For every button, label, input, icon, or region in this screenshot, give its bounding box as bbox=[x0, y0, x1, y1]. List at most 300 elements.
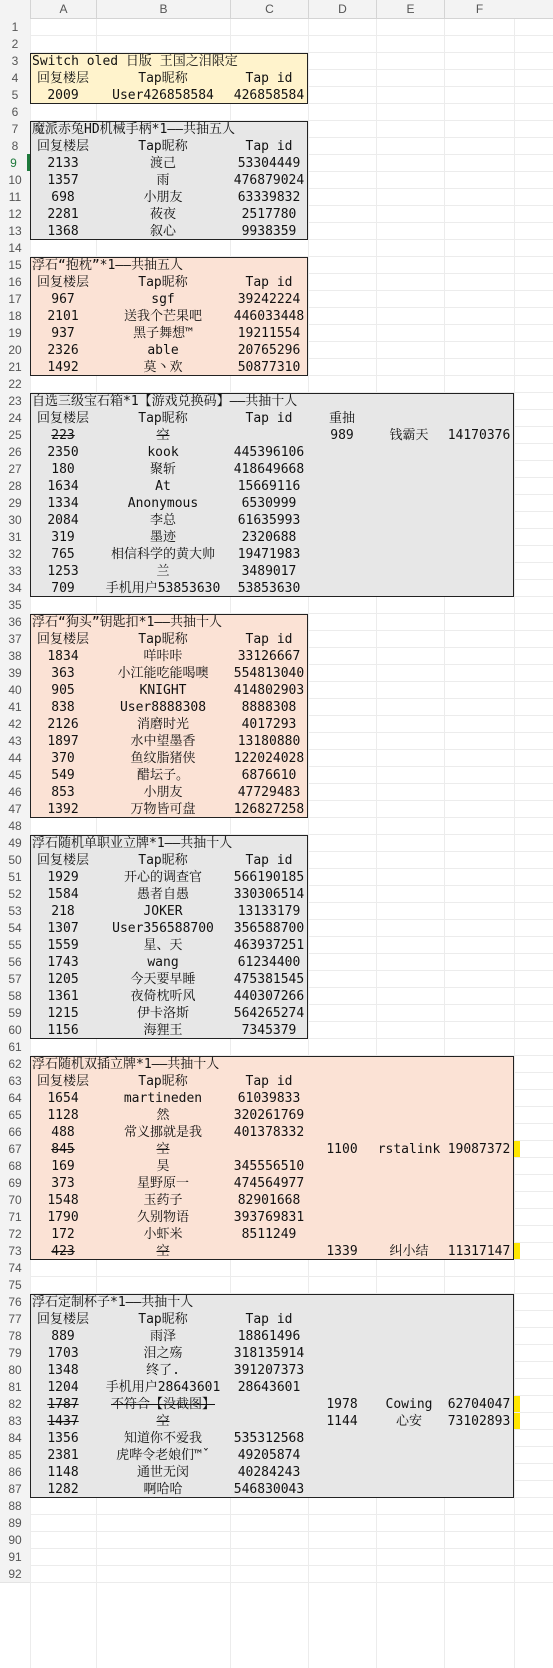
row-header[interactable]: 4 bbox=[0, 69, 30, 87]
row-header[interactable]: 78 bbox=[0, 1327, 30, 1345]
cell-tap-id[interactable] bbox=[228, 1243, 310, 1261]
header-tap-id[interactable]: Tap id bbox=[245, 411, 293, 426]
row-header[interactable]: 84 bbox=[0, 1429, 30, 1447]
header-tap-nickname[interactable]: Tap昵称 bbox=[138, 1312, 188, 1327]
cell-reply-floor[interactable]: 1584 bbox=[47, 887, 79, 902]
cell-reply-floor[interactable]: 1156 bbox=[47, 1023, 79, 1038]
cell-tap-id[interactable]: 33126667 bbox=[237, 649, 301, 664]
row-header[interactable]: 86 bbox=[0, 1463, 30, 1481]
cell-redraw-floor[interactable]: 1339 bbox=[326, 1244, 358, 1259]
row-header[interactable]: 68 bbox=[0, 1157, 30, 1175]
cell-tap-nickname[interactable]: Anonymous bbox=[127, 496, 199, 511]
column-header[interactable]: F bbox=[444, 0, 514, 18]
cell-tap-id[interactable]: 345556510 bbox=[233, 1159, 305, 1174]
row-header[interactable]: 34 bbox=[0, 579, 30, 597]
row-header[interactable]: 17 bbox=[0, 290, 30, 308]
cell-reply-floor[interactable]: 488 bbox=[51, 1125, 75, 1140]
header-reply-floor[interactable]: 回复楼层 bbox=[36, 139, 89, 154]
row-header[interactable]: 27 bbox=[0, 460, 30, 478]
row-header[interactable]: 28 bbox=[0, 477, 30, 495]
cell-reply-floor[interactable]: 549 bbox=[51, 768, 75, 783]
cell-reply-floor[interactable]: 1282 bbox=[47, 1482, 79, 1497]
cell-reply-floor[interactable]: 2281 bbox=[47, 207, 79, 222]
cell-redraw-nickname[interactable]: 心安 bbox=[395, 1414, 422, 1429]
cell-tap-id[interactable]: 546830043 bbox=[233, 1482, 305, 1497]
row-header[interactable]: 3 bbox=[0, 52, 30, 70]
row-header[interactable]: 85 bbox=[0, 1446, 30, 1464]
cell-reply-floor[interactable]: 838 bbox=[51, 700, 75, 715]
cell-tap-id[interactable]: 19471983 bbox=[237, 547, 301, 562]
section-title[interactable]: 自选三级宝石箱*1【游戏兑换码】——共抽十人 bbox=[32, 394, 298, 409]
cell-tap-nickname[interactable]: 小朋友 bbox=[143, 785, 183, 800]
row-header[interactable]: 61 bbox=[0, 1038, 30, 1056]
row-header[interactable]: 67 bbox=[0, 1140, 30, 1158]
row-header[interactable]: 1 bbox=[0, 18, 30, 36]
cell-reply-floor[interactable]: 1348 bbox=[47, 1363, 79, 1378]
row-header[interactable]: 53 bbox=[0, 902, 30, 920]
cell-tap-nickname[interactable]: 李总 bbox=[149, 513, 176, 528]
cell-tap-id[interactable]: 535312568 bbox=[233, 1431, 305, 1446]
cell-reply-floor[interactable]: 1548 bbox=[47, 1193, 79, 1208]
cell-reply-floor[interactable]: 1834 bbox=[47, 649, 79, 664]
cell-reply-floor[interactable]: 937 bbox=[51, 326, 75, 341]
row-header[interactable]: 47 bbox=[0, 800, 30, 818]
header-tap-nickname[interactable]: Tap昵称 bbox=[138, 1074, 188, 1089]
cell-reply-floor[interactable]: 1361 bbox=[47, 989, 79, 1004]
row-header[interactable]: 60 bbox=[0, 1021, 30, 1039]
cell-redraw-nickname[interactable]: rstalink bbox=[377, 1142, 441, 1157]
cell-tap-nickname[interactable]: 愚者自愚 bbox=[136, 887, 189, 902]
row-header[interactable]: 16 bbox=[0, 273, 30, 291]
row-header[interactable]: 64 bbox=[0, 1089, 30, 1107]
row-header[interactable]: 54 bbox=[0, 919, 30, 937]
header-reply-floor[interactable]: 回复楼层 bbox=[36, 632, 89, 647]
cell-redraw-id[interactable]: 19087372 bbox=[447, 1142, 511, 1157]
cell-tap-nickname[interactable]: martineden bbox=[123, 1091, 203, 1106]
cell-tap-nickname[interactable]: 小朋友 bbox=[143, 190, 183, 205]
cell-tap-id[interactable]: 6876610 bbox=[241, 768, 297, 783]
cell-tap-id[interactable]: 49205874 bbox=[237, 1448, 301, 1463]
cell-reply-floor[interactable]: 1356 bbox=[47, 1431, 79, 1446]
cell-tap-nickname[interactable]: 知道你不爱我 bbox=[123, 1431, 202, 1446]
cell-redraw-id[interactable]: 73102893 bbox=[447, 1414, 511, 1429]
cell-tap-id[interactable]: 61234400 bbox=[237, 955, 301, 970]
cell-redraw-id[interactable]: 14170376 bbox=[447, 428, 511, 443]
cell-tap-id[interactable]: 393769831 bbox=[233, 1210, 305, 1225]
cell-reply-floor[interactable]: 1148 bbox=[47, 1465, 79, 1480]
row-header[interactable]: 43 bbox=[0, 732, 30, 750]
cell-tap-id[interactable] bbox=[228, 1141, 310, 1159]
cell-tap-id[interactable] bbox=[228, 1413, 310, 1431]
cell-tap-nickname[interactable]: 小江能吃能喝噢 bbox=[117, 666, 209, 681]
column-header[interactable]: E bbox=[376, 0, 444, 18]
header-tap-nickname[interactable]: Tap昵称 bbox=[138, 632, 188, 647]
cell-tap-nickname[interactable]: 夜倚枕听风 bbox=[130, 989, 196, 1004]
cell-tap-id[interactable]: 564265274 bbox=[233, 1006, 305, 1021]
section-title[interactable]: 浮石随机单职业立牌*1——共抽十人 bbox=[32, 836, 233, 851]
row-header[interactable]: 35 bbox=[0, 596, 30, 614]
cell-reply-floor[interactable]: 1128 bbox=[47, 1108, 79, 1123]
cell-tap-nickname[interactable]: sgf bbox=[151, 292, 175, 307]
row-header[interactable]: 13 bbox=[0, 222, 30, 240]
cell-tap-nickname[interactable]: 手机用户53853630 bbox=[105, 581, 221, 596]
row-header[interactable]: 36 bbox=[0, 613, 30, 631]
cell-tap-nickname[interactable]: KNIGHT bbox=[139, 683, 187, 698]
row-header[interactable]: 50 bbox=[0, 851, 30, 869]
row-header[interactable]: 48 bbox=[0, 817, 30, 835]
row-header[interactable]: 75 bbox=[0, 1276, 30, 1294]
cell-tap-id[interactable]: 414802903 bbox=[233, 683, 305, 698]
header-tap-id[interactable]: Tap id bbox=[245, 853, 293, 868]
cell-reply-floor[interactable]: 2133 bbox=[47, 156, 79, 171]
row-header[interactable]: 62 bbox=[0, 1055, 30, 1073]
header-tap-nickname[interactable]: Tap昵称 bbox=[138, 139, 188, 154]
row-header[interactable]: 51 bbox=[0, 868, 30, 886]
cell-tap-nickname[interactable]: JOKER bbox=[143, 904, 183, 919]
header-reply-floor[interactable]: 回复楼层 bbox=[36, 275, 89, 290]
cell-tap-nickname[interactable]: 开心的调查官 bbox=[123, 870, 202, 885]
cell-tap-id[interactable]: 356588700 bbox=[233, 921, 305, 936]
cell-reply-floor[interactable]: 2326 bbox=[47, 343, 79, 358]
row-header[interactable]: 8 bbox=[0, 137, 30, 155]
cell-tap-nickname[interactable]: 渡己 bbox=[149, 156, 176, 171]
cell-tap-id[interactable]: 61039833 bbox=[237, 1091, 301, 1106]
section-title[interactable]: 浮石定制杯子*1——共抽十人 bbox=[32, 1295, 194, 1310]
row-header[interactable]: 32 bbox=[0, 545, 30, 563]
row-header[interactable]: 14 bbox=[0, 239, 30, 257]
row-header[interactable]: 29 bbox=[0, 494, 30, 512]
cell-tap-id[interactable]: 554813040 bbox=[233, 666, 305, 681]
cell-tap-nickname[interactable]: 终了. bbox=[146, 1363, 180, 1378]
cell-reply-floor[interactable]: 1929 bbox=[47, 870, 79, 885]
cell-reply-floor[interactable]: 2009 bbox=[47, 88, 79, 103]
row-header[interactable]: 31 bbox=[0, 528, 30, 546]
row-header[interactable]: 92 bbox=[0, 1565, 30, 1583]
cell-tap-nickname[interactable]: 兰 bbox=[156, 564, 170, 579]
cell-reply-floor[interactable]: 1437 bbox=[47, 1414, 79, 1429]
cell-tap-id[interactable]: 318135914 bbox=[233, 1346, 305, 1361]
header-tap-nickname[interactable]: Tap昵称 bbox=[138, 275, 188, 290]
row-header[interactable]: 23 bbox=[0, 392, 30, 410]
cell-tap-nickname[interactable]: 玉药子 bbox=[143, 1193, 183, 1208]
cell-tap-id[interactable]: 20765296 bbox=[237, 343, 301, 358]
cell-tap-id[interactable]: 47729483 bbox=[237, 785, 301, 800]
cell-redraw-floor[interactable]: 1978 bbox=[326, 1397, 358, 1412]
cell-tap-nickname[interactable]: 然 bbox=[156, 1108, 170, 1123]
cell-tap-id[interactable]: 82901668 bbox=[237, 1193, 301, 1208]
cell-reply-floor[interactable]: 2381 bbox=[47, 1448, 79, 1463]
cell-reply-floor[interactable]: 370 bbox=[51, 751, 75, 766]
cell-tap-id[interactable]: 445396106 bbox=[233, 445, 305, 460]
cell-tap-id[interactable]: 18861496 bbox=[237, 1329, 301, 1344]
cell-tap-nickname[interactable]: User426858584 bbox=[112, 88, 214, 103]
row-header[interactable]: 39 bbox=[0, 664, 30, 682]
row-header[interactable]: 15 bbox=[0, 256, 30, 274]
cell-reply-floor[interactable]: 698 bbox=[51, 190, 75, 205]
cell-reply-floor[interactable]: 1334 bbox=[47, 496, 79, 511]
row-header[interactable]: 66 bbox=[0, 1123, 30, 1141]
cell-tap-id[interactable]: 3489017 bbox=[241, 564, 297, 579]
cell-reply-floor[interactable]: 180 bbox=[51, 462, 75, 477]
row-header[interactable]: 63 bbox=[0, 1072, 30, 1090]
cell-reply-floor[interactable]: 709 bbox=[51, 581, 75, 596]
cell-reply-floor[interactable]: 1743 bbox=[47, 955, 79, 970]
cell-tap-nickname[interactable]: 万物皆可盘 bbox=[130, 802, 196, 817]
row-header[interactable]: 9 bbox=[0, 154, 30, 172]
cell-tap-nickname[interactable]: 空 bbox=[156, 1244, 170, 1259]
cell-tap-id[interactable]: 8888308 bbox=[241, 700, 297, 715]
cell-tap-id[interactable]: 53304449 bbox=[237, 156, 301, 171]
cell-tap-nickname[interactable]: 小虾米 bbox=[143, 1227, 183, 1242]
section-title[interactable]: 浮石随机双插立牌*1——共抽十人 bbox=[32, 1057, 220, 1072]
header-reply-floor[interactable]: 回复楼层 bbox=[36, 1074, 89, 1089]
cell-tap-id[interactable]: 391207373 bbox=[233, 1363, 305, 1378]
cell-tap-nickname[interactable]: 啊哈哈 bbox=[143, 1482, 183, 1497]
cell-tap-nickname[interactable]: 不符合【没截图】 bbox=[110, 1397, 215, 1412]
cell-reply-floor[interactable]: 1205 bbox=[47, 972, 79, 987]
cell-tap-id[interactable]: 39242224 bbox=[237, 292, 301, 307]
cell-tap-nickname[interactable]: kook bbox=[147, 445, 179, 460]
row-header[interactable]: 74 bbox=[0, 1259, 30, 1277]
row-header[interactable]: 11 bbox=[0, 188, 30, 206]
cell-tap-id[interactable]: 463937251 bbox=[233, 938, 305, 953]
cell-tap-nickname[interactable]: 黑子舞想™ bbox=[133, 326, 193, 341]
row-header[interactable]: 40 bbox=[0, 681, 30, 699]
row-header[interactable]: 71 bbox=[0, 1208, 30, 1226]
header-reply-floor[interactable]: 回复楼层 bbox=[36, 411, 89, 426]
cell-reply-floor[interactable]: 218 bbox=[51, 904, 75, 919]
cell-reply-floor[interactable]: 1392 bbox=[47, 802, 79, 817]
cell-redraw-nickname[interactable]: 钱霸天 bbox=[389, 428, 429, 443]
cell-reply-floor[interactable]: 765 bbox=[51, 547, 75, 562]
row-header[interactable]: 25 bbox=[0, 426, 30, 444]
cell-reply-floor[interactable]: 423 bbox=[51, 1244, 75, 1259]
cell-tap-nickname[interactable]: 聚斩 bbox=[149, 462, 176, 477]
cell-reply-floor[interactable]: 967 bbox=[51, 292, 75, 307]
header-tap-nickname[interactable]: Tap昵称 bbox=[138, 411, 188, 426]
cell-tap-id[interactable]: 53853630 bbox=[237, 581, 301, 596]
cell-tap-id[interactable]: 6530999 bbox=[241, 496, 297, 511]
cell-reply-floor[interactable]: 1307 bbox=[47, 921, 79, 936]
cell-reply-floor[interactable]: 172 bbox=[51, 1227, 75, 1242]
cell-tap-nickname[interactable]: 送我个芒果吧 bbox=[123, 309, 202, 324]
cell-tap-nickname[interactable]: 醋坛子。 bbox=[136, 768, 189, 783]
cell-tap-nickname[interactable]: 莫丶欢 bbox=[143, 360, 183, 375]
cell-tap-id[interactable]: 446033448 bbox=[233, 309, 305, 324]
cell-tap-id[interactable]: 401378332 bbox=[233, 1125, 305, 1140]
cell-reply-floor[interactable]: 2350 bbox=[47, 445, 79, 460]
cell-tap-id[interactable]: 61635993 bbox=[237, 513, 301, 528]
cell-reply-floor[interactable]: 1790 bbox=[47, 1210, 79, 1225]
cell-reply-floor[interactable]: 2126 bbox=[47, 717, 79, 732]
cell-tap-id[interactable]: 13133179 bbox=[237, 904, 301, 919]
cell-redraw-floor[interactable]: 1144 bbox=[326, 1414, 358, 1429]
cell-reply-floor[interactable]: 363 bbox=[51, 666, 75, 681]
row-header[interactable]: 73 bbox=[0, 1242, 30, 1260]
cell-tap-id[interactable]: 8511249 bbox=[241, 1227, 297, 1242]
cell-tap-id[interactable]: 330306514 bbox=[233, 887, 305, 902]
header-reply-floor[interactable]: 回复楼层 bbox=[36, 71, 89, 86]
row-header[interactable]: 19 bbox=[0, 324, 30, 342]
cell-reply-floor[interactable]: 319 bbox=[51, 530, 75, 545]
cell-tap-id[interactable]: 19211554 bbox=[237, 326, 301, 341]
row-header[interactable]: 58 bbox=[0, 987, 30, 1005]
cell-tap-nickname[interactable]: 虎哔令老娘们™ˇ bbox=[116, 1448, 210, 1463]
row-header[interactable]: 49 bbox=[0, 834, 30, 852]
row-header[interactable]: 56 bbox=[0, 953, 30, 971]
cell-reply-floor[interactable]: 1357 bbox=[47, 173, 79, 188]
cell-tap-id[interactable]: 320261769 bbox=[233, 1108, 305, 1123]
row-header[interactable]: 5 bbox=[0, 86, 30, 104]
row-header[interactable]: 79 bbox=[0, 1344, 30, 1362]
cell-reply-floor[interactable]: 1559 bbox=[47, 938, 79, 953]
cell-tap-nickname[interactable]: 通世无闵 bbox=[136, 1465, 189, 1480]
cell-tap-nickname[interactable]: 空 bbox=[156, 428, 170, 443]
header-reply-floor[interactable]: 回复楼层 bbox=[36, 1312, 89, 1327]
section-title[interactable]: 魔派赤兔HD机械手柄*1——共抽五人 bbox=[32, 122, 235, 137]
column-header[interactable]: D bbox=[308, 0, 376, 18]
row-header[interactable]: 82 bbox=[0, 1395, 30, 1413]
cell-tap-nickname[interactable]: 空 bbox=[156, 1414, 170, 1429]
cell-reply-floor[interactable]: 373 bbox=[51, 1176, 75, 1191]
cell-tap-nickname[interactable]: User8888308 bbox=[119, 700, 207, 715]
cell-redraw-floor[interactable]: 989 bbox=[330, 428, 354, 443]
section-title[interactable]: 浮石“抱枕”*1——共抽五人 bbox=[32, 258, 183, 273]
cell-redraw-nickname[interactable]: 纠小结 bbox=[389, 1244, 429, 1259]
cell-reply-floor[interactable]: 889 bbox=[51, 1329, 75, 1344]
header-tap-nickname[interactable]: Tap昵称 bbox=[138, 71, 188, 86]
column-header[interactable]: B bbox=[96, 0, 230, 18]
cell-tap-id[interactable]: 440307266 bbox=[233, 989, 305, 1004]
cell-tap-nickname[interactable]: 星、天 bbox=[143, 938, 183, 953]
row-header[interactable]: 87 bbox=[0, 1480, 30, 1498]
cell-tap-id[interactable]: 50877310 bbox=[237, 360, 301, 375]
row-header[interactable]: 7 bbox=[0, 120, 30, 138]
row-header[interactable]: 24 bbox=[0, 409, 30, 427]
cell-tap-nickname[interactable]: 今天要早睡 bbox=[130, 972, 196, 987]
cell-tap-nickname[interactable]: 相信科学的黄大帅 bbox=[110, 547, 215, 562]
cell-tap-id[interactable]: 28643601 bbox=[237, 1380, 301, 1395]
row-header[interactable]: 80 bbox=[0, 1361, 30, 1379]
cell-tap-nickname[interactable]: At bbox=[155, 479, 171, 494]
row-header[interactable]: 38 bbox=[0, 647, 30, 665]
section-title[interactable]: 浮石“狗头”钥匙扣*1——共抽十人 bbox=[32, 615, 222, 630]
row-header[interactable]: 45 bbox=[0, 766, 30, 784]
cell-reply-floor[interactable]: 1204 bbox=[47, 1380, 79, 1395]
row-header[interactable]: 21 bbox=[0, 358, 30, 376]
cell-reply-floor[interactable]: 845 bbox=[51, 1142, 75, 1157]
row-header[interactable]: 90 bbox=[0, 1531, 30, 1549]
row-header[interactable]: 57 bbox=[0, 970, 30, 988]
cell-redraw-floor[interactable]: 1100 bbox=[326, 1142, 358, 1157]
cell-redraw-id[interactable]: 11317147 bbox=[447, 1244, 511, 1259]
cell-tap-id[interactable]: 2320688 bbox=[241, 530, 297, 545]
section-title[interactable]: Switch oled 日版 王国之泪限定 bbox=[32, 54, 238, 69]
cell-reply-floor[interactable]: 2101 bbox=[47, 309, 79, 324]
header-tap-id[interactable]: Tap id bbox=[245, 632, 293, 647]
header-tap-nickname[interactable]: Tap昵称 bbox=[138, 853, 188, 868]
header-tap-id[interactable]: Tap id bbox=[245, 71, 293, 86]
header-reply-floor[interactable]: 回复楼层 bbox=[36, 853, 89, 868]
cell-tap-id[interactable]: 7345379 bbox=[241, 1023, 297, 1038]
cell-reply-floor[interactable]: 1634 bbox=[47, 479, 79, 494]
cell-tap-id[interactable]: 566190185 bbox=[233, 870, 305, 885]
cell-tap-id[interactable]: 2517780 bbox=[241, 207, 297, 222]
column-header[interactable]: C bbox=[230, 0, 308, 18]
cell-tap-nickname[interactable]: 泪之殇 bbox=[143, 1346, 183, 1361]
cell-tap-id[interactable]: 426858584 bbox=[233, 88, 305, 103]
cell-tap-id[interactable] bbox=[228, 1396, 310, 1414]
row-header[interactable]: 6 bbox=[0, 103, 30, 121]
cell-tap-nickname[interactable]: 空 bbox=[156, 1142, 170, 1157]
cell-tap-nickname[interactable]: 雨 bbox=[156, 173, 170, 188]
cell-tap-nickname[interactable]: 手机用户28643601 bbox=[105, 1380, 221, 1395]
cell-tap-nickname[interactable]: wang bbox=[147, 955, 179, 970]
row-header[interactable]: 55 bbox=[0, 936, 30, 954]
cell-tap-nickname[interactable]: 鱼纹脂猪侠 bbox=[130, 751, 196, 766]
header-tap-id[interactable]: Tap id bbox=[245, 275, 293, 290]
cell-reply-floor[interactable]: 1703 bbox=[47, 1346, 79, 1361]
cell-tap-id[interactable]: 418649668 bbox=[233, 462, 305, 477]
row-header[interactable]: 83 bbox=[0, 1412, 30, 1430]
row-header[interactable]: 44 bbox=[0, 749, 30, 767]
row-header[interactable]: 77 bbox=[0, 1310, 30, 1328]
cell-tap-id[interactable]: 4017293 bbox=[241, 717, 297, 732]
column-header[interactable]: A bbox=[30, 0, 96, 18]
row-header[interactable]: 20 bbox=[0, 341, 30, 359]
cell-tap-id[interactable]: 9938359 bbox=[241, 224, 297, 239]
row-header[interactable]: 37 bbox=[0, 630, 30, 648]
cell-tap-nickname[interactable]: 昊 bbox=[156, 1159, 170, 1174]
header-redraw[interactable]: 重抽 bbox=[328, 411, 355, 426]
cell-tap-nickname[interactable]: 常义挪就是我 bbox=[123, 1125, 202, 1140]
cell-tap-id[interactable] bbox=[228, 427, 310, 445]
cell-reply-floor[interactable]: 1492 bbox=[47, 360, 79, 375]
cell-reply-floor[interactable]: 223 bbox=[51, 428, 75, 443]
cell-redraw-nickname[interactable]: Cowing bbox=[385, 1397, 433, 1412]
cell-tap-nickname[interactable]: 雨泽 bbox=[149, 1329, 176, 1344]
row-header[interactable]: 91 bbox=[0, 1548, 30, 1566]
row-header[interactable]: 76 bbox=[0, 1293, 30, 1311]
cell-reply-floor[interactable]: 1897 bbox=[47, 734, 79, 749]
row-header[interactable]: 42 bbox=[0, 715, 30, 733]
row-header[interactable]: 89 bbox=[0, 1514, 30, 1532]
row-header[interactable]: 12 bbox=[0, 205, 30, 223]
cell-reply-floor[interactable]: 1253 bbox=[47, 564, 79, 579]
cell-tap-nickname[interactable]: 伊卡洛斯 bbox=[136, 1006, 189, 1021]
cell-tap-nickname[interactable]: 墨迹 bbox=[149, 530, 176, 545]
cell-reply-floor[interactable]: 169 bbox=[51, 1159, 75, 1174]
cell-tap-id[interactable]: 13180880 bbox=[237, 734, 301, 749]
cell-tap-nickname[interactable]: 海狸王 bbox=[143, 1023, 183, 1038]
row-header[interactable]: 70 bbox=[0, 1191, 30, 1209]
cell-reply-floor[interactable]: 853 bbox=[51, 785, 75, 800]
cell-tap-nickname[interactable]: able bbox=[147, 343, 179, 358]
row-header[interactable]: 65 bbox=[0, 1106, 30, 1124]
cell-tap-nickname[interactable]: 咩咔咔 bbox=[143, 649, 183, 664]
cell-reply-floor[interactable]: 1654 bbox=[47, 1091, 79, 1106]
cell-tap-nickname[interactable]: 叙心 bbox=[149, 224, 176, 239]
row-header[interactable]: 18 bbox=[0, 307, 30, 325]
row-header[interactable]: 59 bbox=[0, 1004, 30, 1022]
cell-reply-floor[interactable]: 1787 bbox=[47, 1397, 79, 1412]
cell-tap-nickname[interactable]: 消磨时光 bbox=[136, 717, 189, 732]
cell-tap-id[interactable]: 40284243 bbox=[237, 1465, 301, 1480]
cell-reply-floor[interactable]: 1368 bbox=[47, 224, 79, 239]
header-tap-id[interactable]: Tap id bbox=[245, 1074, 293, 1089]
row-header[interactable]: 10 bbox=[0, 171, 30, 189]
row-header[interactable]: 46 bbox=[0, 783, 30, 801]
